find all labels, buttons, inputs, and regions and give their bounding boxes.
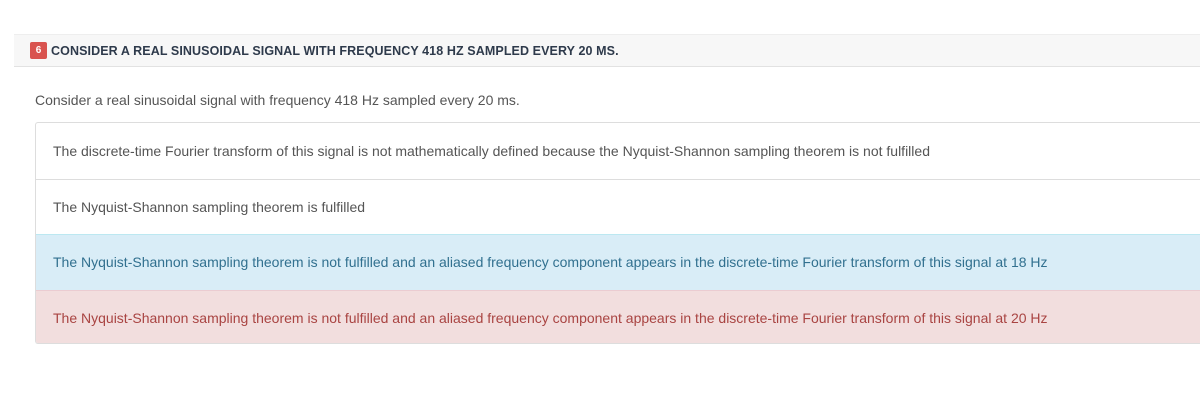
question-title: CONSIDER A REAL SINUSOIDAL SIGNAL WITH FREQUENCY 418 HZ SAMPLED EVERY 20 MS. — [51, 43, 619, 58]
answer-option-3-correct[interactable]: The Nyquist-Shannon sampling theorem is not fulfilled and an aliased frequency component appears in the discrete-time Fourier transform of this signal at 18 Hz — [36, 234, 1200, 290]
question-number-badge: 6 — [30, 42, 47, 59]
question-text: Consider a real sinusoidal signal with frequency 418 Hz sampled every 20 ms. — [35, 92, 520, 108]
answer-option-1[interactable]: The discrete-time Fourier transform of this signal is not mathematically defined because the Nyquist-Shannon sampling theorem is not fulfilled — [53, 142, 930, 159]
answer-option-2[interactable]: The Nyquist-Shannon sampling theorem is fulfilled — [36, 179, 1200, 235]
answer-option-4-incorrect[interactable]: The Nyquist-Shannon sampling theorem is not fulfilled and an aliased frequency component appears in the discrete-time Fourier transform of this signal at 20 Hz — [36, 290, 1200, 345]
question-header — [14, 34, 1200, 67]
answer-list — [35, 122, 1200, 344]
